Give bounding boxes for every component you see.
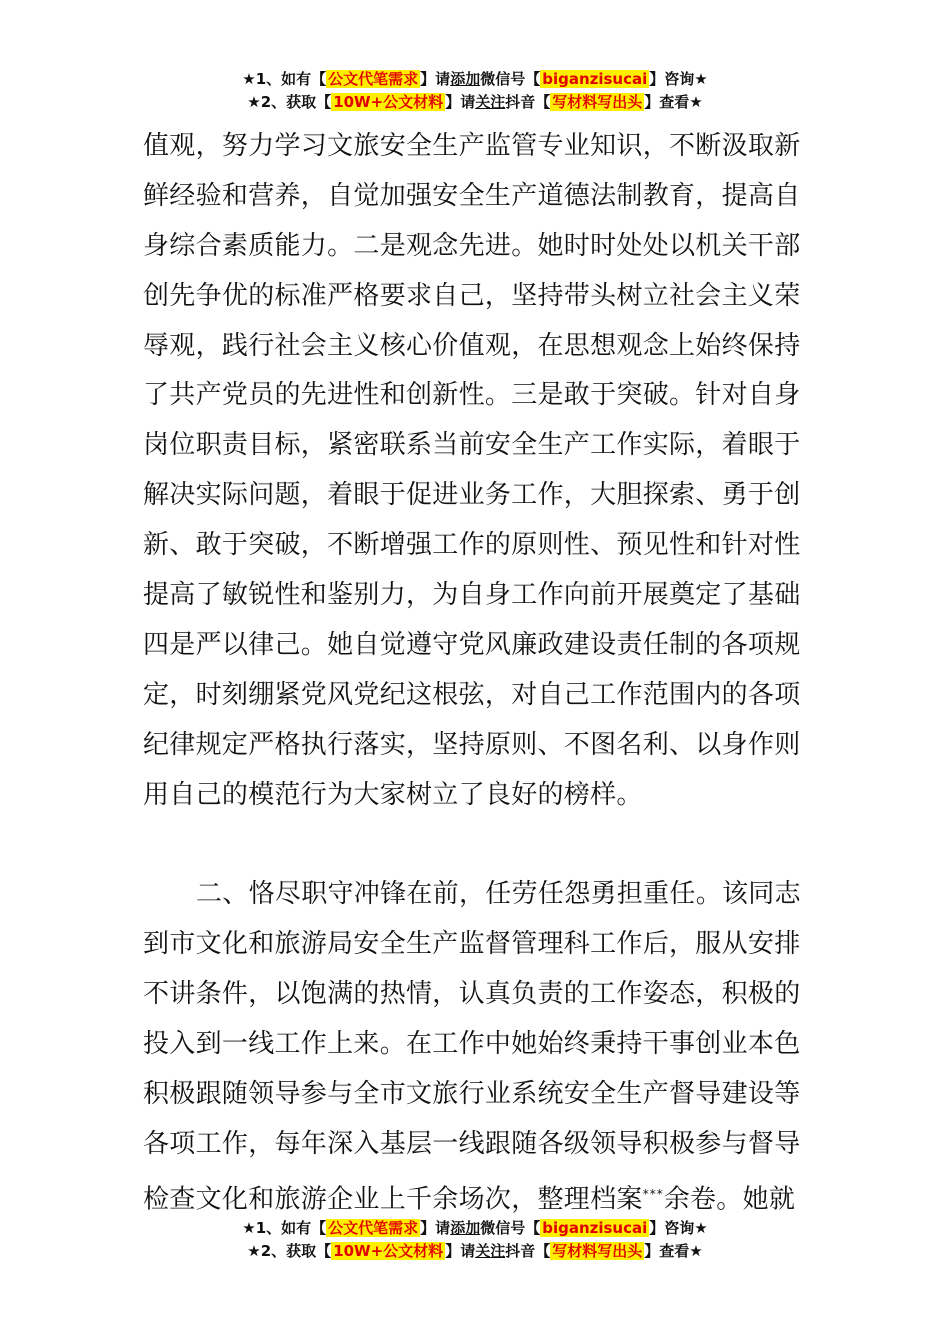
- banner-line-1: ★1、如有【 公文代笔需求 】请添加微信号【 biganzisucai 】咨询★: [242, 1219, 708, 1237]
- text-line: 到市文化和旅游局安全生产监督管理科工作后，服从安排: [143, 929, 801, 960]
- banner-highlight: 写材料写出头: [552, 1242, 643, 1260]
- header-banner: [0, 68, 950, 114]
- text-line: 解决实际问题，着眼于促进业务工作，大胆探索、勇于创: [143, 480, 801, 511]
- text-line: 辱观，践行社会主义核心价值观，在思想观念上始终保持: [143, 330, 801, 361]
- banner-highlight: 10W+公文材料: [333, 93, 444, 111]
- banner-highlight: biganzisucai: [542, 1219, 648, 1237]
- text-line: 创先争优的标准严格要求自己，坚持带头树立社会主义荣: [143, 280, 801, 311]
- text-line: 纪律规定严格执行落实，坚持原则、不图名利、以身作则: [143, 729, 801, 760]
- text-line: 提高了敏锐性和鉴别力，为自身工作向前开展奠定了基础: [143, 580, 801, 611]
- text-line: 值观，努力学习文旅安全生产监管专业知识，不断汲取新: [143, 131, 801, 161]
- text-line: 不讲条件，以饱满的热情，认真负责的工作姿态，积极的: [143, 979, 801, 1010]
- banner-line-1: ★1、如有【 公文代笔需求 】请添加微信号【 biganzisucai 】咨询★: [242, 70, 708, 88]
- text-line: 积极跟随领导参与全市文旅行业系统安全生产督导建设等: [143, 1078, 801, 1109]
- banner-highlight: 公文代笔需求: [328, 1219, 419, 1237]
- text-line: 鲜经验和营养，自觉加强安全生产道德法制教育，提高自: [143, 180, 801, 211]
- banner-line-2: ★2、获取【 10W+公文材料 】请关注抖音【 写材料写出头 】查看★: [247, 93, 703, 111]
- document-body: [143, 122, 813, 1220]
- text-line: 定，时刻绷紧党风党纪这根弦，对自己工作范围内的各项: [143, 679, 801, 710]
- text-line: 身综合素质能力。二是观念先进。她时时处处以机关干部: [143, 230, 801, 261]
- text-line: 投入到一线工作上来。在工作中她始终秉持干事创业本色: [143, 1029, 801, 1060]
- banner-highlight: 10W+公文材料: [333, 1242, 444, 1260]
- text-line: 岗位职责目标，紧密联系当前安全生产工作实际，着眼于: [143, 430, 801, 461]
- paragraph-gap: [143, 820, 813, 870]
- text-line: 了共产党员的先进性和创新性。三是敢于突破。针对自身: [143, 380, 801, 411]
- text-line: 检查文化和旅游企业上千余场次，整理档案***余卷。她就: [143, 1184, 796, 1215]
- text-line: 四是严以律己。她自觉遵守党风廉政建设责任制的各项规: [143, 629, 801, 660]
- banner-highlight: 公文代笔需求: [328, 70, 419, 88]
- text-line: 各项工作，每年深入基层一线跟随各级领导积极参与督导: [143, 1128, 801, 1159]
- footer-banner: [0, 1217, 950, 1263]
- text-line: 二、恪尽职守冲锋在前，任劳任怨勇担重任。该同志: [196, 879, 801, 910]
- text-line: 用自己的模范行为大家树立了良好的榜样。: [143, 779, 643, 810]
- text-line: 新、敢于突破，不断增强工作的原则性、预见性和针对性: [143, 530, 801, 561]
- banner-line-2: ★2、获取【 10W+公文材料 】请关注抖音【 写材料写出头 】查看★: [247, 1242, 703, 1260]
- banner-highlight: biganzisucai: [542, 70, 648, 88]
- banner-highlight: 写材料写出头: [552, 93, 643, 111]
- redacted-number: ***: [642, 1186, 664, 1201]
